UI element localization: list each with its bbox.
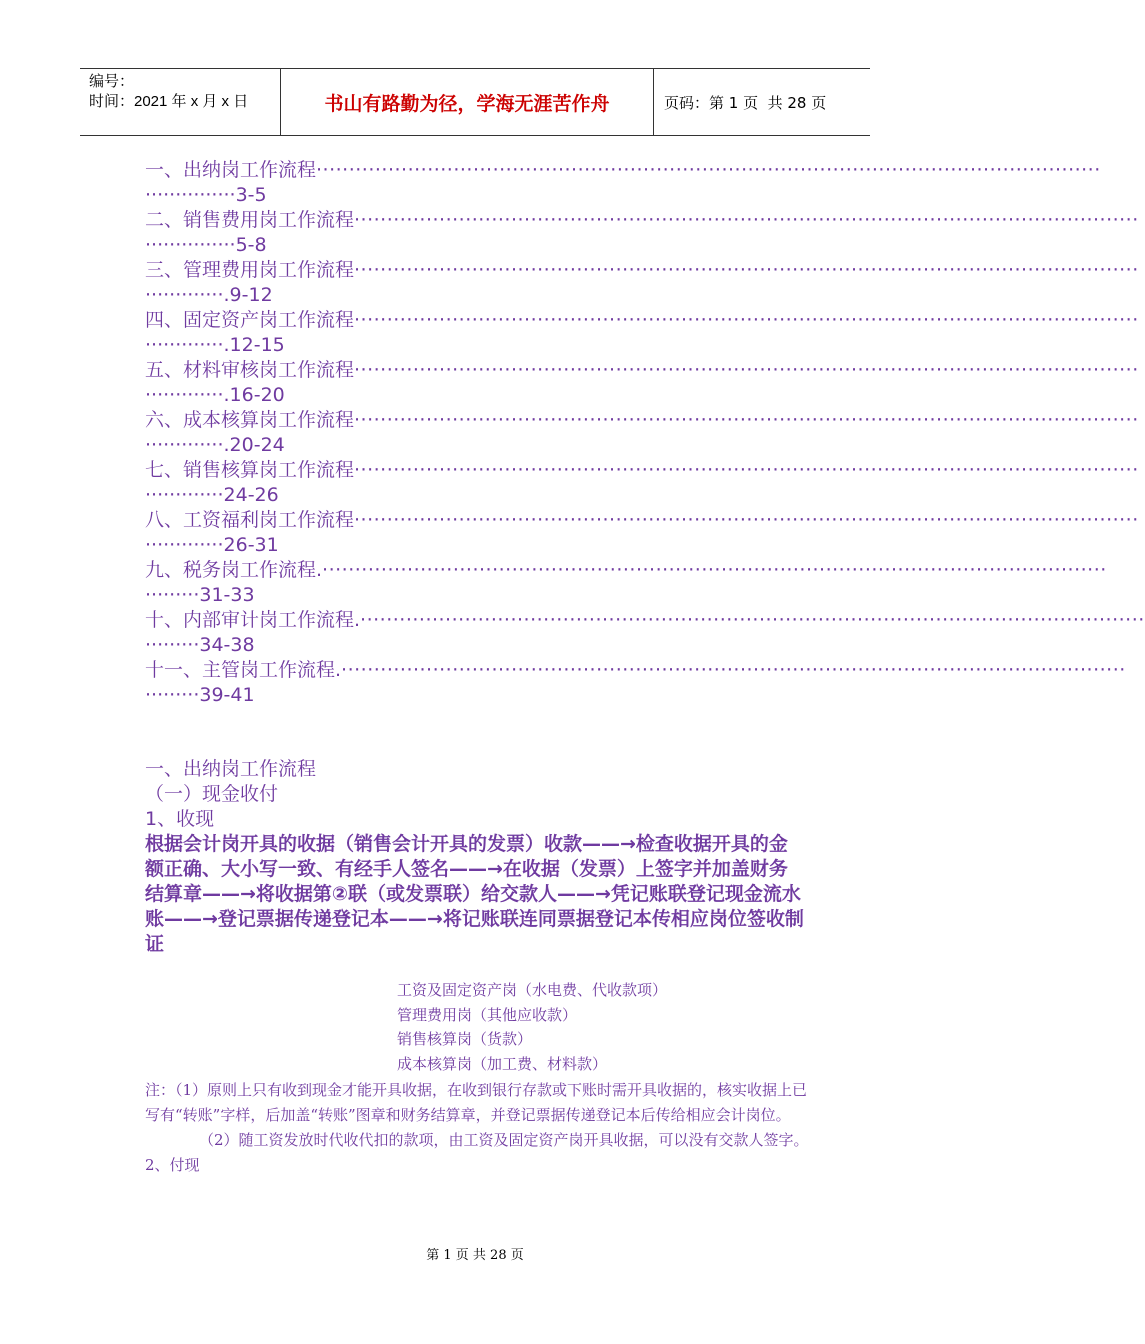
toc-entry[interactable]	[145, 608, 1145, 658]
toc-title: 二、销售费用岗工作流程	[145, 209, 355, 231]
toc-title: 十一、主管岗工作流程.	[145, 659, 342, 681]
toc-entry[interactable]	[145, 158, 1101, 208]
toc-title: 十、内部审计岗工作流程.	[145, 609, 361, 631]
toc-leader: ························································································································	[354, 409, 1139, 431]
toc-title: 一、出纳岗工作流程	[145, 159, 317, 181]
note-1: 注：（1）原则上只有收到现金才能开具收据，在收到银行存款或下账时需开具收据的，核实收据上已写有“转账”字样，后加盖“转账”图章和财务结算章，并登记票据传递登记本后传给相应会计岗位。	[145, 1081, 808, 1124]
toc-pages: ·········34-38	[145, 634, 255, 656]
toc-entry[interactable]	[145, 658, 1126, 708]
flow-paragraph: 根据会计岗开具的收据（销售会计开具的发票）收款——→检查收据开具的金额正确、大小写一致、有经手人签名——→在收据（发票）上签字并加盖财务结算章——→将收据第②联（或发票联）给交款人——→凭记账联登记现金流水账——→登记票据传递登记本——→将记账联连同票据登记本传相应岗位签收制证	[145, 833, 804, 955]
header-meta	[80, 69, 281, 135]
toc-title: 八、工资福利岗工作流程	[145, 509, 355, 531]
sub-heading: （一）现金收付	[145, 783, 279, 805]
toc-title: 五、材料审核岗工作流程	[145, 359, 355, 381]
item-heading: 1、收现	[145, 808, 215, 830]
toc-entry[interactable]	[145, 558, 1107, 608]
toc-leader: ························································································································	[354, 459, 1139, 481]
toc-leader: ························································································································	[341, 659, 1126, 681]
page-header	[80, 68, 870, 136]
toc-pages: ·········31-33	[145, 584, 255, 606]
table-of-contents	[145, 158, 1145, 708]
toc-pages: ·············.20-24	[145, 434, 285, 456]
toc-title: 六、成本核算岗工作流程	[145, 409, 355, 431]
toc-title: 三、管理费用岗工作流程	[145, 259, 355, 281]
toc-pages: ·············.12-15	[145, 334, 285, 356]
list-item: 工资及固定资产岗（水电费、代收款项）	[397, 981, 668, 999]
toc-entry[interactable]	[145, 258, 1139, 308]
toc-entry[interactable]	[145, 308, 1139, 358]
toc-entry[interactable]	[145, 508, 1139, 558]
item-2-heading: 2、付现	[145, 1156, 200, 1174]
toc-leader: ························································································································	[354, 309, 1139, 331]
time-label: 时间：2021 年 x 月 x 日	[89, 93, 249, 110]
toc-entry[interactable]	[145, 458, 1139, 508]
toc-leader: ························································································································	[322, 559, 1107, 581]
toc-leader: ························································································································	[354, 509, 1139, 531]
toc-pages: ·············.16-20	[145, 384, 285, 406]
motto: 书山有路勤为径，学海无涯苦作舟	[281, 69, 654, 135]
list-item: 管理费用岗（其他应收款）	[397, 1005, 578, 1024]
list-item: 销售核算岗（货款）	[397, 1030, 533, 1048]
toc-pages: ···············5-8	[145, 234, 267, 256]
toc-leader: ························································································································	[360, 609, 1145, 631]
note-2: （2）随工资发放时代收代扣的款项，由工资及固定资产岗开具收据，可以没有交款人签字。	[199, 1131, 809, 1149]
notes-block	[145, 1078, 810, 1178]
code-label: 编号：	[89, 73, 135, 90]
toc-pages: ·············26-31	[145, 534, 279, 556]
toc-title: 四、固定资产岗工作流程	[145, 309, 355, 331]
page-footer: 第 1 页 共 28 页	[426, 1248, 524, 1263]
toc-pages: ·········39-41	[145, 684, 255, 706]
toc-leader: ························································································································	[354, 259, 1139, 281]
toc-pages: ·············.9-12	[145, 284, 273, 306]
toc-leader: ························································································································	[316, 159, 1101, 181]
toc-entry[interactable]	[145, 358, 1139, 408]
toc-leader: ························································································································	[354, 209, 1139, 231]
toc-leader: ························································································································	[354, 359, 1139, 381]
toc-pages: ·············24-26	[145, 484, 279, 506]
toc-title: 七、销售核算岗工作流程	[145, 459, 355, 481]
header-page-info: 页码：第 1 页 共 28 页	[664, 93, 827, 112]
section-heading: 一、出纳岗工作流程	[145, 758, 317, 780]
toc-entry[interactable]	[145, 408, 1139, 458]
toc-title: 九、税务岗工作流程.	[145, 559, 323, 581]
list-item: 成本核算岗（加工费、材料款）	[397, 1054, 608, 1073]
posts-list	[397, 978, 797, 1076]
section-heading-block	[145, 757, 805, 832]
toc-pages: ···············3-5	[145, 184, 267, 206]
toc-entry[interactable]	[145, 208, 1139, 258]
